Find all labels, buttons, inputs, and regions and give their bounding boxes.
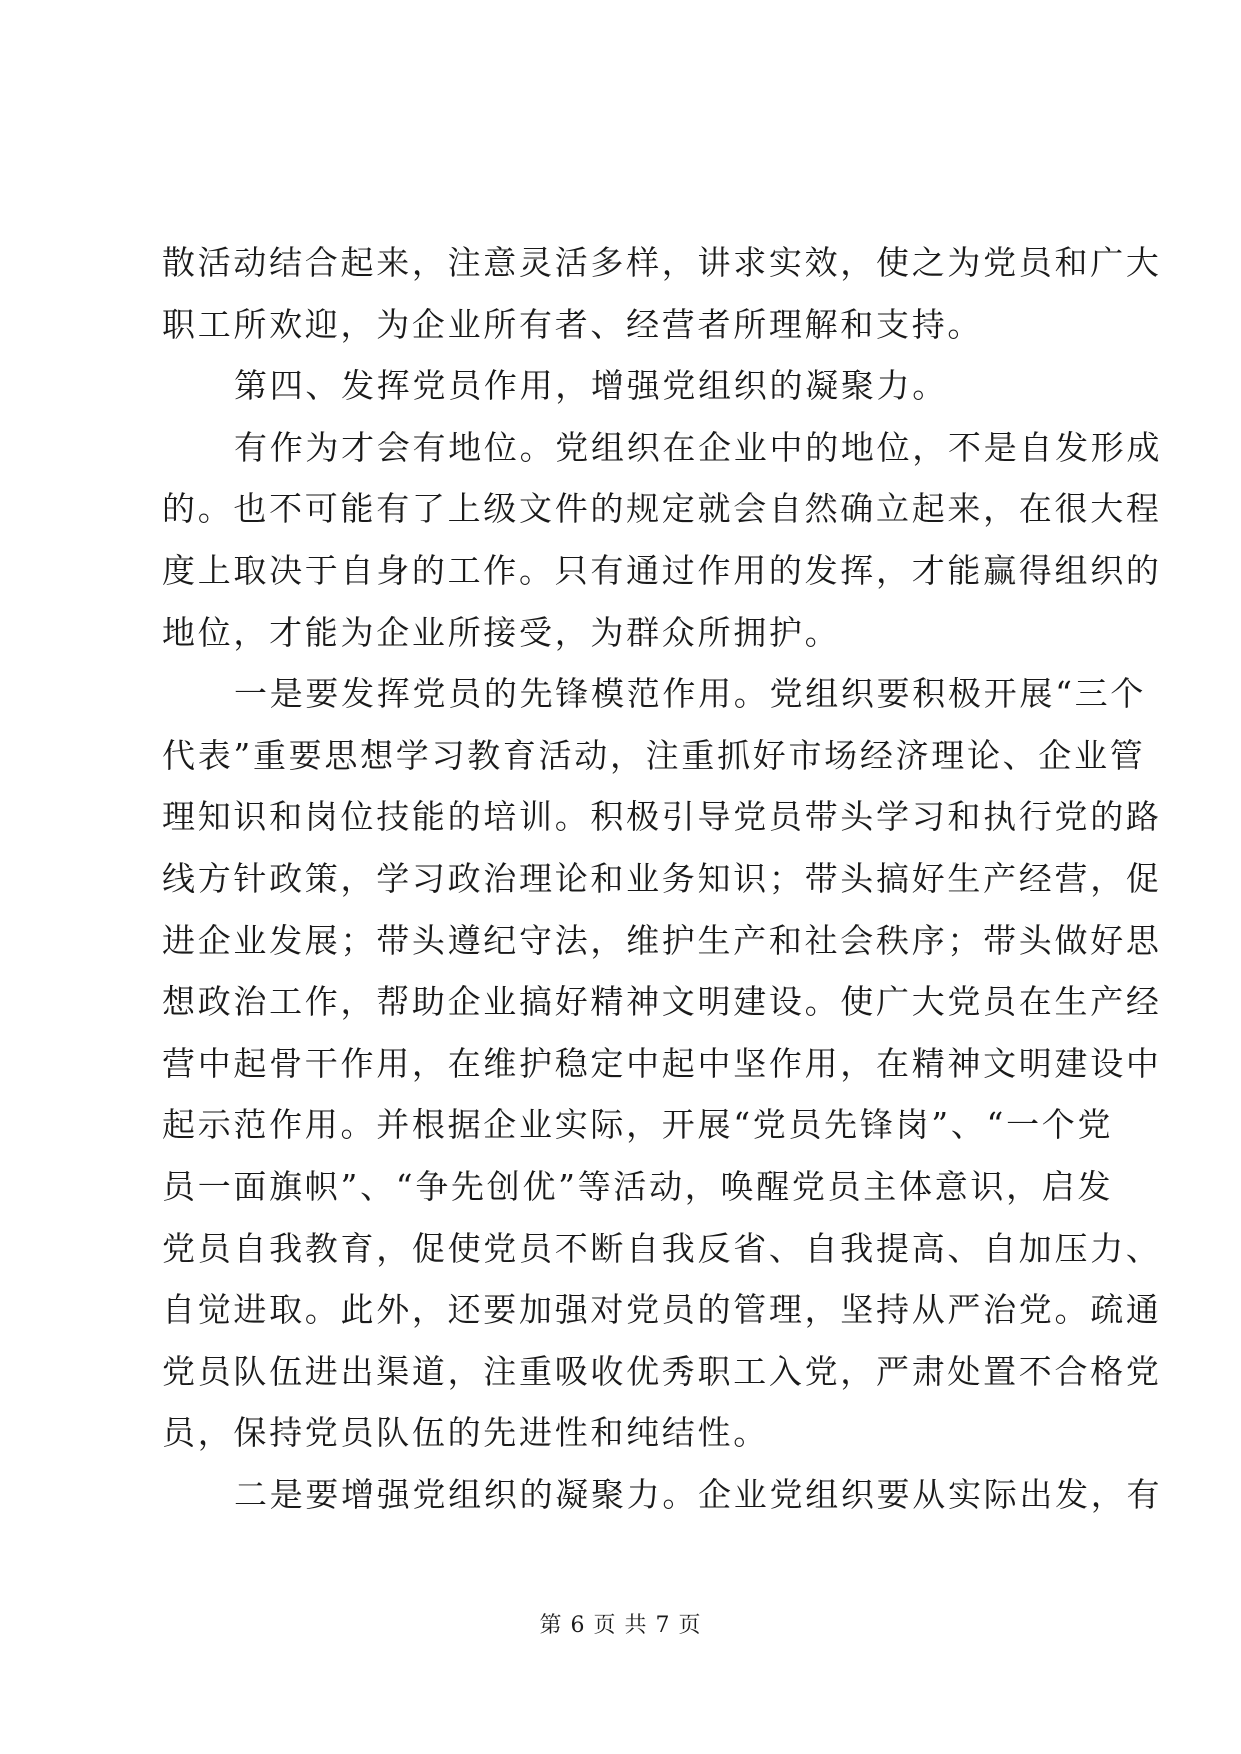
- section-heading: 第四、发挥党员作用，增强党组织的凝聚力。: [234, 366, 948, 406]
- text-line: 起示范作用。并根据企业实际，开展“党员先锋岗”、“一个党: [162, 1105, 1114, 1145]
- text-line: 员一面旗帜”、“争先创优”等活动，唤醒党员主体意识，启发: [162, 1166, 1114, 1206]
- text-line: 进企业发展；带头遵纪守法，维护生产和社会秩序；带头做好思: [162, 920, 1162, 960]
- text-line: 党员队伍进出渠道，注重吸收优秀职工入党，严肃处置不合格党: [162, 1351, 1162, 1391]
- text-line: 理知识和岗位技能的培训。积极引导党员带头学习和执行党的路: [162, 797, 1162, 837]
- body-text: [162, 232, 1163, 1525]
- text-line: 散活动结合起来，注意灵活多样，讲求实效，使之为党员和广大: [162, 243, 1162, 282]
- text-line: 党员自我教育，促使党员不断自我反省、自我提高、自加压力、: [162, 1228, 1162, 1268]
- paragraph-start: 一是要发挥党员的先锋模范作用。党组织要积极开展“三个: [234, 674, 1147, 714]
- text-line: 营中起骨干作用，在维护稳定中起中坚作用，在精神文明建设中: [162, 1043, 1162, 1083]
- text-line: 职工所欢迎，为企业所有者、经营者所理解和支持。: [162, 304, 984, 344]
- paragraph-start: 二是要增强党组织的凝聚力。企业党组织要从实际出发，有: [234, 1474, 1163, 1514]
- paragraph-start: 有作为才会有地位。党组织在企业中的地位，不是自发形成: [234, 427, 1163, 467]
- text-line: 员，保持党员队伍的先进性和纯结性。: [162, 1413, 769, 1453]
- text-line: 度上取决于自身的工作。只有通过作用的发挥，才能赢得组织的: [162, 550, 1162, 590]
- text-line: 想政治工作，帮助企业搞好精神文明建设。使广大党员在生产经: [162, 982, 1162, 1022]
- page-footer: 第 6 页 共 7 页: [539, 1613, 702, 1638]
- text-line: 自觉进取。此外，还要加强对党员的管理，坚持从严治党。疏通: [162, 1290, 1162, 1330]
- text-line: 的。也不可能有了上级文件的规定就会自然确立起来，在很大程: [162, 489, 1162, 529]
- text-line: 线方针政策，学习政治理论和业务知识；带头搞好生产经营，促: [162, 858, 1162, 898]
- text-line: 代表”重要思想学习教育活动，注重抓好市场经济理论、企业管: [162, 735, 1146, 775]
- text-line: 地位，才能为企业所接受，为群众所拥护。: [162, 612, 841, 652]
